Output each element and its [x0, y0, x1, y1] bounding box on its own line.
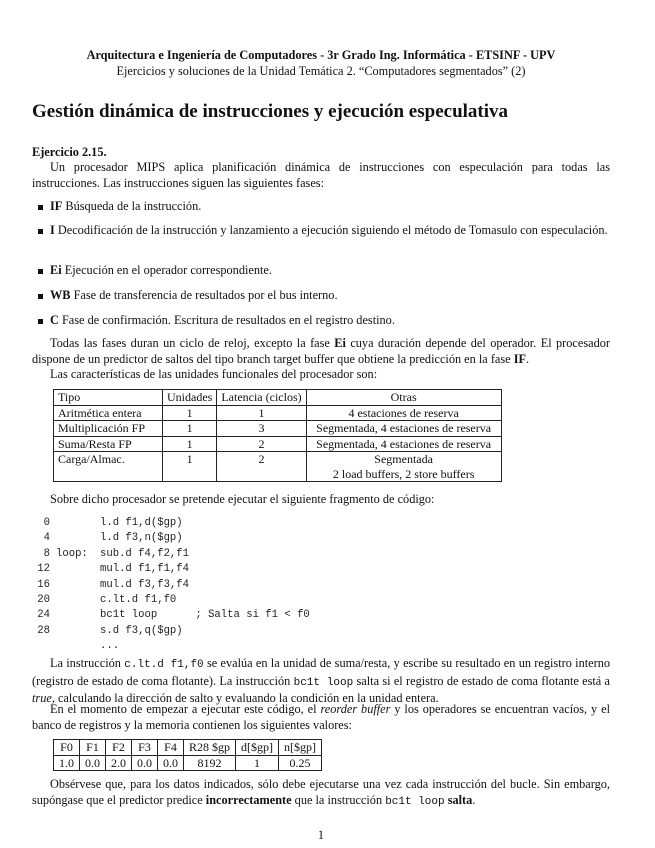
table-cell: 8192 — [184, 755, 236, 771]
table-cell: Segmentada, 4 estaciones de reserva — [306, 436, 501, 452]
phase-key: C — [50, 313, 59, 327]
register-values-table — [53, 739, 322, 771]
table-row — [54, 452, 502, 482]
header-cell: F1 — [80, 740, 106, 756]
table-cell: 1 — [163, 452, 217, 482]
table-cell: 0.0 — [132, 755, 158, 771]
table-cell: 1.0 — [54, 755, 80, 771]
table-cell: 2 — [217, 452, 306, 482]
table-row — [54, 755, 322, 771]
observe-paragraph: Obsérvese que, para los datos indicados, sólo debe ejecutarse una vez cada instrucción del bucle. Sin embargo, supóngase que el predictor predice incorrectamente que la instrucción bc1t loop salta. — [32, 777, 610, 808]
intro-paragraph: Un procesador MIPS aplica planificación dinámica de instrucciones con especulación para todas las instrucciones. Las instrucciones siguen las siguientes fases: — [32, 160, 610, 190]
header-cell: n[$gp] — [279, 740, 322, 756]
table-cell: 2.0 — [106, 755, 132, 771]
table-cell: 1 — [163, 405, 217, 421]
table-cell: 3 — [217, 421, 306, 437]
table-cell: 1 — [236, 755, 279, 771]
phase-key: I — [50, 223, 55, 237]
unit-subheader: Ejercicios y soluciones de la Unidad Temática 2. “Computadores segmentados” (2) — [116, 64, 526, 78]
table-cell: Segmentada 2 load buffers, 2 store buffers — [306, 452, 501, 482]
page-number: 1 — [317, 828, 325, 842]
phase-text: Fase de transferencia de resultados por el bus interno. — [70, 288, 338, 302]
bullet-icon — [38, 229, 43, 234]
phase-item — [32, 288, 610, 304]
phase-item — [32, 263, 610, 279]
start-paragraph: En el momento de empezar a ejecutar este código, el reorder buffer y los operadores se encuentran vacíos, y el banco de registros y la memoria contienen los siguientes valores: — [32, 702, 611, 732]
header-cell: Otras — [306, 390, 501, 406]
header-cell: R28 $gp — [184, 740, 236, 756]
table-cell: Carga/Almac. — [54, 452, 163, 482]
table-cell: 0.25 — [279, 755, 322, 771]
table-row — [54, 421, 502, 437]
header-cell: F2 — [106, 740, 132, 756]
table-row — [54, 436, 502, 452]
table-header-row — [54, 740, 322, 756]
table-row — [54, 405, 502, 421]
table-cell: 1 — [163, 421, 217, 437]
header-cell: Tipo — [54, 390, 163, 406]
table-cell: 0.0 — [158, 755, 184, 771]
phase-key: WB — [50, 288, 71, 302]
phase-item — [32, 199, 610, 215]
phase-item — [32, 313, 610, 329]
header-cell: Latencia (ciclos) — [217, 390, 306, 406]
bullet-icon — [38, 269, 43, 274]
table-cell: Multiplicación FP — [54, 421, 163, 437]
code-intro-paragraph: Sobre dicho procesador se pretende ejecutar el siguiente fragmento de código: — [50, 492, 435, 506]
table-cell: 1 — [217, 405, 306, 421]
bullet-icon — [38, 294, 43, 299]
phase-key: Ei — [50, 263, 62, 277]
section-title: Gestión dinámica de instrucciones y ejecución especulativa — [32, 101, 509, 122]
table-cell: Aritmética entera — [54, 405, 163, 421]
bullet-icon — [38, 319, 43, 324]
phase-text: Ejecución en el operador correspondiente. — [61, 263, 272, 277]
latency-paragraph: Todas las fases duran un ciclo de reloj, excepto la fase Ei cuya duración depende del operador. El procesador dispone de un predictor de saltos del tipo branch target buffer que obtiene la predicción en la fase IF. — [32, 336, 610, 366]
exercise-title: Ejercicio 2.15. — [32, 145, 107, 159]
phase-text: Decodificación de la instrucción y lanzamiento a ejecución siguiendo el método de Tomasulo con especulación. — [54, 223, 608, 237]
table-cell: Suma/Resta FP — [54, 436, 163, 452]
table-header-row — [54, 390, 502, 406]
header-cell: d[$gp] — [236, 740, 279, 756]
header-cell: F4 — [158, 740, 184, 756]
phase-key: IF — [50, 199, 63, 213]
table-cell: 0.0 — [80, 755, 106, 771]
phase-item — [32, 223, 610, 239]
bullet-icon — [38, 205, 43, 210]
header-cell: Unidades — [163, 390, 217, 406]
phase-text: Búsqueda de la instrucción. — [62, 199, 202, 213]
code-listing: 0 l.d f1,d($gp) 4 l.d f3,n($gp) 8 loop: sub.d f4,f2,f1 12 mul.d f1,f1,f4 16 mul.d f3,f3,f4 20 c.lt.d f1,f0 24 bc1t loop ; Salta si f1 < f0 28 s.d f3,q($gp) ... — [37, 517, 310, 653]
table-cell: 1 — [163, 436, 217, 452]
table-cell: 2 — [217, 436, 306, 452]
units-paragraph: Las características de las unidades funcionales del procesador son: — [50, 367, 378, 381]
clt-paragraph: La instrucción c.lt.d f1,f0 se evalúa en la unidad de suma/resta, y escribe su resultado en un registro interno (registro de estado de coma flotante). La instrucción bc1t loop salta si el registro de estado de coma flotante está a true, calculando la dirección de salto y evaluando la condición en la unidad entera. — [32, 656, 611, 705]
functional-units-table — [53, 389, 502, 482]
header-cell: F0 — [54, 740, 80, 756]
table-cell: 4 estaciones de reserva — [306, 405, 501, 421]
phase-text: Fase de confirmación. Escritura de resultados en el registro destino. — [58, 313, 395, 327]
header-cell: F3 — [132, 740, 158, 756]
course-header: Arquitectura e Ingeniería de Computadores - 3r Grado Ing. Informática - ETSINF - UPV — [86, 48, 556, 62]
table-cell: Segmentada, 4 estaciones de reserva — [306, 421, 501, 437]
